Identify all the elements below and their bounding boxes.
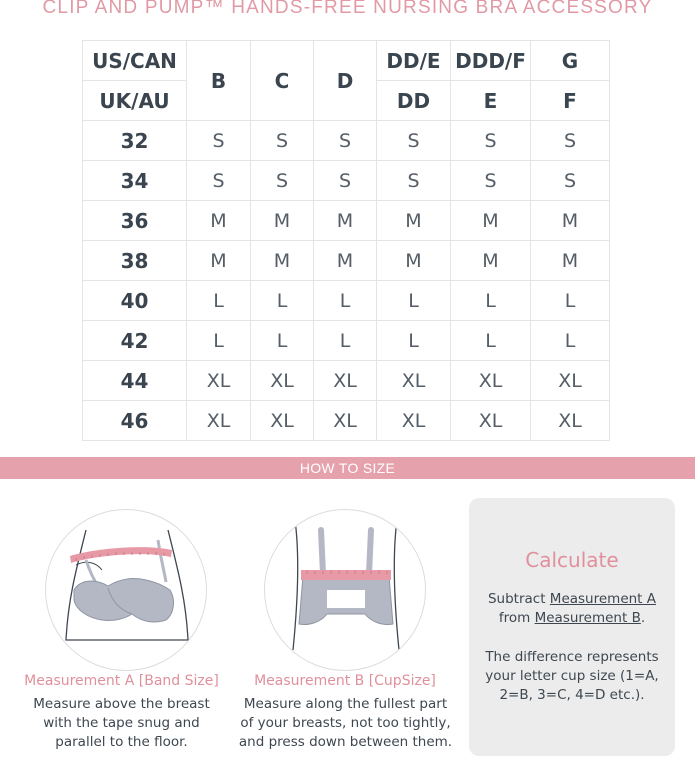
band-size-illustration — [45, 509, 207, 671]
size-cell: L — [251, 281, 314, 321]
size-cell: XL — [377, 401, 451, 441]
table-row — [83, 361, 610, 401]
band-size-cell: 38 — [83, 241, 187, 281]
size-cell: M — [187, 201, 251, 241]
band-size-cell: 32 — [83, 121, 187, 161]
size-cell: M — [314, 241, 377, 281]
size-cell: L — [377, 281, 451, 321]
size-cell: XL — [377, 361, 451, 401]
size-cell: XL — [531, 361, 610, 401]
measurement-b-line-2: of your breasts, not too tightly, — [240, 715, 451, 731]
size-cell: XL — [187, 361, 251, 401]
cup-header-g: G — [531, 41, 610, 81]
size-chart-table — [82, 40, 610, 441]
measurement-a-line-3: parallel to the floor. — [55, 734, 188, 750]
measurement-b-line-1: Measure along the fullest part — [243, 696, 448, 712]
uk-cup-header-e: E — [451, 81, 531, 121]
size-cell: S — [377, 161, 451, 201]
calculate-subtract-text: Subtract — [487, 591, 550, 607]
size-cell: M — [451, 241, 531, 281]
size-cell: L — [314, 321, 377, 361]
size-cell: XL — [451, 401, 531, 441]
uk-au-label: UK/AU — [83, 81, 187, 121]
bra-back-icon — [265, 510, 426, 671]
size-cell: S — [451, 161, 531, 201]
band-size-cell: 40 — [83, 281, 187, 321]
band-size-cell: 42 — [83, 321, 187, 361]
table-row — [83, 401, 610, 441]
cup-header-d: D — [314, 41, 377, 121]
calculate-title: Calculate — [525, 548, 619, 572]
cup-size-illustration — [264, 509, 426, 671]
size-cell: M — [251, 201, 314, 241]
measurement-a-ref: Measurement A — [549, 591, 657, 607]
calculate-explanation — [479, 648, 665, 705]
size-cell: L — [251, 321, 314, 361]
table-row — [83, 321, 610, 361]
calculate-from-text: from — [498, 610, 535, 626]
table-body — [83, 121, 610, 441]
cup-header-c: C — [251, 41, 314, 121]
size-cell: S — [314, 161, 377, 201]
measurement-a-description — [15, 695, 228, 752]
calculate-instruction — [479, 590, 665, 628]
measurement-b-line-3: and press down between them. — [238, 734, 453, 750]
size-cell: M — [377, 201, 451, 241]
table-header-row-us — [83, 41, 610, 81]
cup-header-ddd-f: DDD/F — [451, 41, 531, 81]
size-cell: S — [377, 121, 451, 161]
size-cell: S — [187, 161, 251, 201]
size-cell: S — [251, 121, 314, 161]
table-row — [83, 161, 610, 201]
band-size-cell: 44 — [83, 361, 187, 401]
size-cell: L — [377, 321, 451, 361]
band-size-cell: 36 — [83, 201, 187, 241]
calculate-explanation-line-1: The difference represents — [485, 649, 659, 665]
size-cell: L — [314, 281, 377, 321]
size-cell: M — [531, 201, 610, 241]
measurement-a-line-1: Measure above the breast — [33, 696, 210, 712]
calculate-explanation-line-3: 2=B, 3=C, 4=D etc.). — [499, 687, 645, 703]
size-cell: XL — [314, 401, 377, 441]
band-size-cell: 46 — [83, 401, 187, 441]
size-cell: XL — [251, 361, 314, 401]
size-cell: S — [251, 161, 314, 201]
measurement-b-label: Measurement B [CupSize] — [254, 673, 436, 689]
uk-cup-header-f: F — [531, 81, 610, 121]
calculate-explanation-line-2: your letter cup size (1=A, — [485, 668, 659, 684]
bra-front-icon — [46, 510, 207, 671]
size-cell: S — [531, 121, 610, 161]
size-cell: M — [451, 201, 531, 241]
measurement-b-ref: Measurement B — [534, 610, 641, 626]
us-can-label: US/CAN — [83, 41, 187, 81]
size-cell: L — [187, 281, 251, 321]
size-cell: S — [187, 121, 251, 161]
size-cell: L — [531, 321, 610, 361]
size-cell: XL — [314, 361, 377, 401]
measurement-b-description — [238, 695, 453, 752]
calculate-panel — [469, 498, 675, 756]
uk-cup-header-dd: DD — [377, 81, 451, 121]
size-cell: M — [531, 241, 610, 281]
how-to-size-banner: HOW TO SIZE — [0, 457, 695, 479]
page-title: CLIP AND PUMP™ HANDS-FREE NURSING BRA ACCESSORY — [42, 0, 653, 18]
size-cell: M — [187, 241, 251, 281]
calculate-period: . — [640, 610, 646, 626]
size-cell: M — [314, 201, 377, 241]
size-cell: XL — [451, 361, 531, 401]
band-size-cell: 34 — [83, 161, 187, 201]
size-cell: L — [531, 281, 610, 321]
measurement-a-label: Measurement A [Band Size] — [24, 673, 219, 689]
size-cell: M — [377, 241, 451, 281]
table-row — [83, 281, 610, 321]
cup-header-dd-e: DD/E — [377, 41, 451, 81]
table-row — [83, 201, 610, 241]
size-cell: XL — [531, 401, 610, 441]
table-row — [83, 121, 610, 161]
size-cell: M — [251, 241, 314, 281]
size-cell: XL — [251, 401, 314, 441]
size-cell: XL — [187, 401, 251, 441]
size-cell: S — [531, 161, 610, 201]
cup-header-b: B — [187, 41, 251, 121]
table-row — [83, 241, 610, 281]
size-cell: S — [314, 121, 377, 161]
measurement-a-line-2: with the tape snug and — [43, 715, 200, 731]
size-cell: S — [451, 121, 531, 161]
size-cell: L — [451, 321, 531, 361]
size-cell: L — [187, 321, 251, 361]
size-cell: L — [451, 281, 531, 321]
